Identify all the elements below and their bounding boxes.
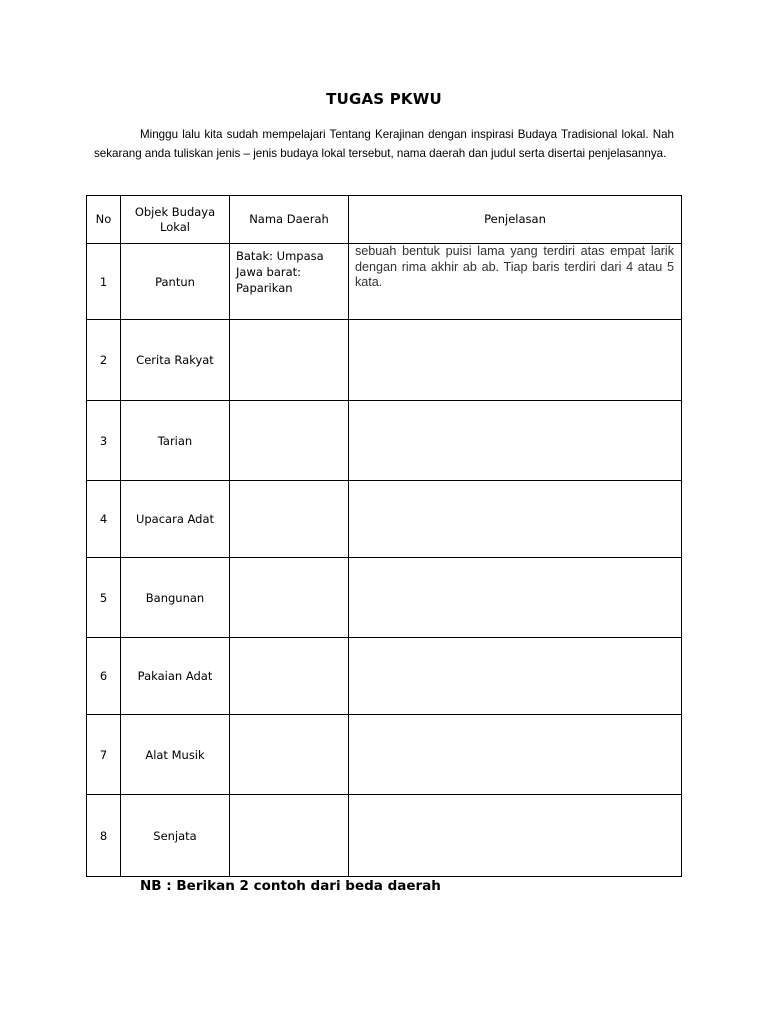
cell-daerah [230,638,349,715]
document-title: TUGAS PKWU [326,90,442,108]
table-row [87,481,682,558]
cell-daerah [230,558,349,638]
table-row [87,715,682,795]
cell-penjelasan [349,638,682,715]
cell-no: 8 [87,795,121,877]
table-row [87,638,682,715]
table-row [87,320,682,401]
cell-penjelasan [349,558,682,638]
cell-daerah [230,795,349,877]
cell-penjelasan [349,481,682,558]
cell-penjelasan [349,320,682,401]
cell-daerah [230,244,349,320]
daerah-line: Paparikan [236,281,293,295]
header-no: No [87,196,121,244]
table-header-row [87,196,682,244]
daerah-line: Batak: Umpasa [236,249,324,263]
table-row [87,401,682,481]
cell-no: 1 [87,244,121,320]
cell-no: 3 [87,401,121,481]
assignment-table [86,195,682,877]
table-row [87,795,682,877]
cell-no: 7 [87,715,121,795]
cell-penjelasan [349,715,682,795]
cell-daerah [230,481,349,558]
header-objek: Objek Budaya Lokal [121,196,230,244]
cell-objek: Upacara Adat [121,481,230,558]
cell-no: 4 [87,481,121,558]
cell-penjelasan [349,795,682,877]
cell-no: 6 [87,638,121,715]
cell-objek: Alat Musik [121,715,230,795]
daerah-line: Jawa barat: [236,265,302,279]
note: NB : Berikan 2 contoh dari beda daerah [140,878,441,894]
header-daerah: Nama Daerah [230,196,349,244]
cell-objek: Tarian [121,401,230,481]
cell-objek: Senjata [121,795,230,877]
cell-objek: Cerita Rakyat [121,320,230,401]
cell-daerah [230,715,349,795]
cell-penjelasan: sebuah bentuk puisi lama yang terdiri atas empat larik dengan rima akhir ab ab. Tiap baris terdiri dari 4 atau 5 kata. [349,244,682,320]
intro-paragraph: Minggu lalu kita sudah mempelajari Tentang Kerajinan dengan inspirasi Budaya Tradisional lokal. Nah sekarang anda tuliskan jenis – jenis budaya lokal tersebut, nama daerah dan judul serta disertai penjelasannya. [94,128,674,160]
table-body [87,244,682,877]
cell-objek: Pakaian Adat [121,638,230,715]
cell-daerah [230,320,349,401]
cell-objek: Bangunan [121,558,230,638]
cell-no: 5 [87,558,121,638]
cell-no: 2 [87,320,121,401]
table-row [87,244,682,320]
cell-daerah [230,401,349,481]
cell-objek: Pantun [121,244,230,320]
header-penjelasan: Penjelasan [349,196,682,244]
table-row [87,558,682,638]
cell-penjelasan [349,401,682,481]
